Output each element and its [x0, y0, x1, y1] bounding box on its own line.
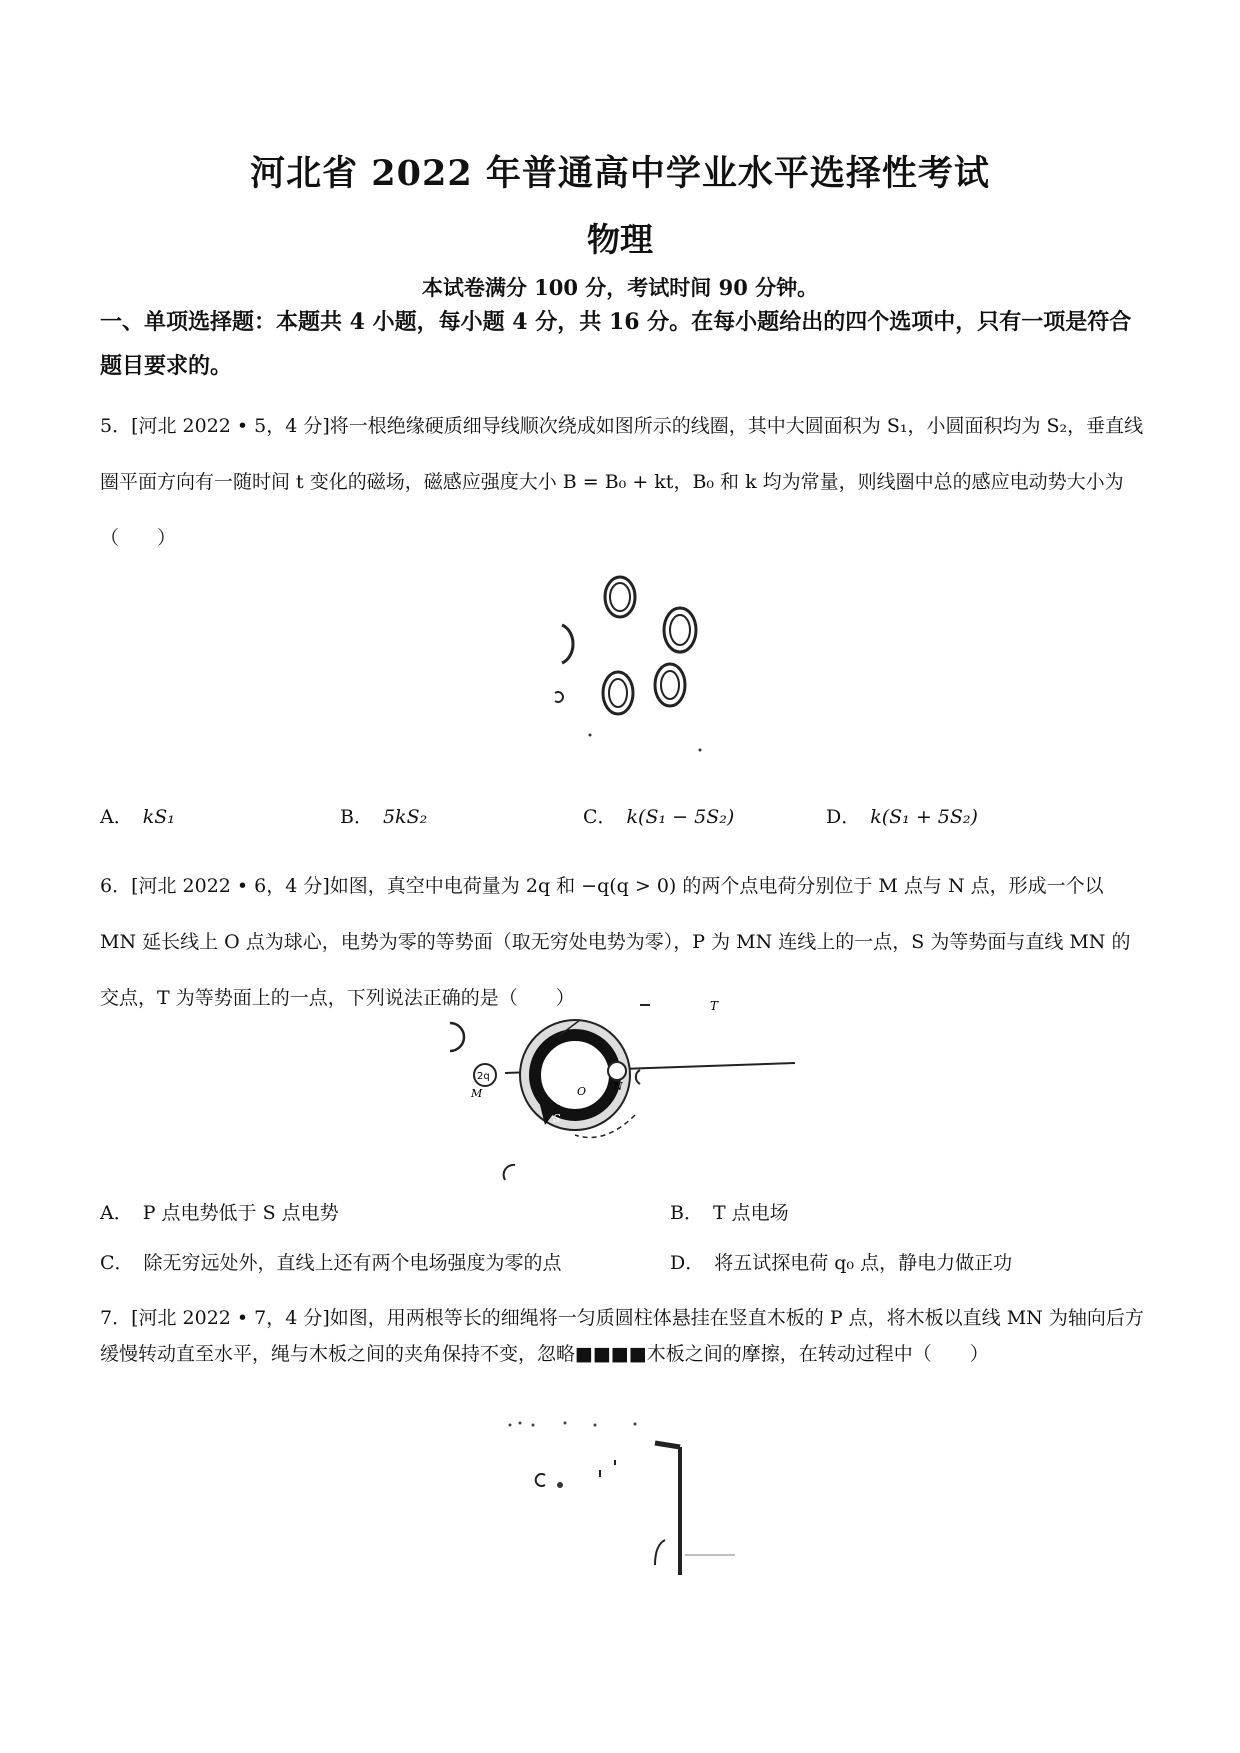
option-label: A．	[100, 1202, 133, 1224]
option-label: D．	[670, 1252, 705, 1274]
option-label: D．	[826, 806, 861, 828]
subject-title: 物理	[587, 220, 653, 259]
option-text: kS₁	[142, 806, 175, 828]
q5-option-b[interactable]	[340, 802, 427, 829]
option-text: k(S₁ − 5S₂)	[626, 806, 735, 828]
label-2q: 2q	[477, 1071, 490, 1082]
option-text: P 点电势低于 S 点电势	[142, 1202, 339, 1224]
q5-option-a[interactable]	[100, 802, 175, 829]
option-label: A．	[100, 806, 133, 828]
q6-option-b[interactable]	[670, 1198, 789, 1225]
label-s: S	[553, 1112, 561, 1125]
question-7-text: 7．[河北 2022 • 7，4 分]如图，用两根等长的细绳将一匀质圆柱体悬挂在竖直木板的 P 点，将木板以直线 MN 为轴向后方缓慢转动直至水平，绳与木板之间的夹角保持不变，忽略■■■■木板之间的摩擦，在转动过程中（ ）	[100, 1307, 1144, 1365]
label-o: O	[577, 1085, 587, 1098]
cylinder-board-figure	[505, 1415, 745, 1585]
option-label: B．	[670, 1202, 703, 1224]
exam-title: 河北省 2022 年普通高中学业水平选择性考试	[250, 153, 990, 194]
label-n: N	[613, 1080, 623, 1093]
question-5-text: 5．[河北 2022 • 5，4 分]将一根绝缘硬质细导线顺次绕成如图所示的线圈，其中大圆面积为 S₁，小圆面积均为 S₂，垂直线圈平面方向有一随时间 t 变化的磁场，磁感应强度大小 B = B₀ + kt，B₀ 和 k 均为常量，则线圈中总的感应电动势大小为（ ）	[100, 415, 1144, 549]
option-text: 除无穷远处外，直线上还有两个电场强度为零的点	[143, 1252, 562, 1274]
q6-option-d[interactable]	[670, 1248, 1012, 1275]
q6-option-c[interactable]	[100, 1248, 562, 1275]
option-label: C．	[583, 806, 617, 828]
coil-figure	[540, 575, 725, 765]
option-text: 5kS₂	[382, 806, 428, 828]
option-text: 将五试探电荷 q₀ 点，静电力做正功	[714, 1252, 1013, 1274]
section-heading: 一、单项选择题：本题共 4 小题，每小题 4 分，共 16 分。在每小题给出的四个选项中，只有一项是符合题目要求的。	[100, 309, 1132, 379]
option-text: k(S₁ + 5S₂)	[870, 806, 978, 828]
option-label: C．	[100, 1252, 134, 1274]
option-text: T 点电场	[712, 1202, 789, 1224]
exam-info: 本试卷满分 100 分，考试时间 90 分钟。	[421, 275, 819, 300]
q5-option-d[interactable]	[826, 802, 978, 829]
label-t: T	[710, 999, 719, 1013]
equipotential-figure	[445, 995, 805, 1185]
option-label: B．	[340, 806, 373, 828]
q5-option-c[interactable]	[583, 802, 734, 829]
label-m: M	[471, 1087, 483, 1100]
question-6-text: 6．[河北 2022 • 6，4 分]如图，真空中电荷量为 2q 和 −q(q > 0) 的两个点电荷分别位于 M 点与 N 点，形成一个以 MN 延长线上 O 点为球心，电势为零的等势面（取无穷处电势为零），P 为 MN 连线上的一点，S 为等势面与直线 MN 的交点，T 为等势面上的一点，下列说法正确的是（ ）	[100, 875, 1131, 1009]
q6-option-a[interactable]	[100, 1198, 339, 1225]
